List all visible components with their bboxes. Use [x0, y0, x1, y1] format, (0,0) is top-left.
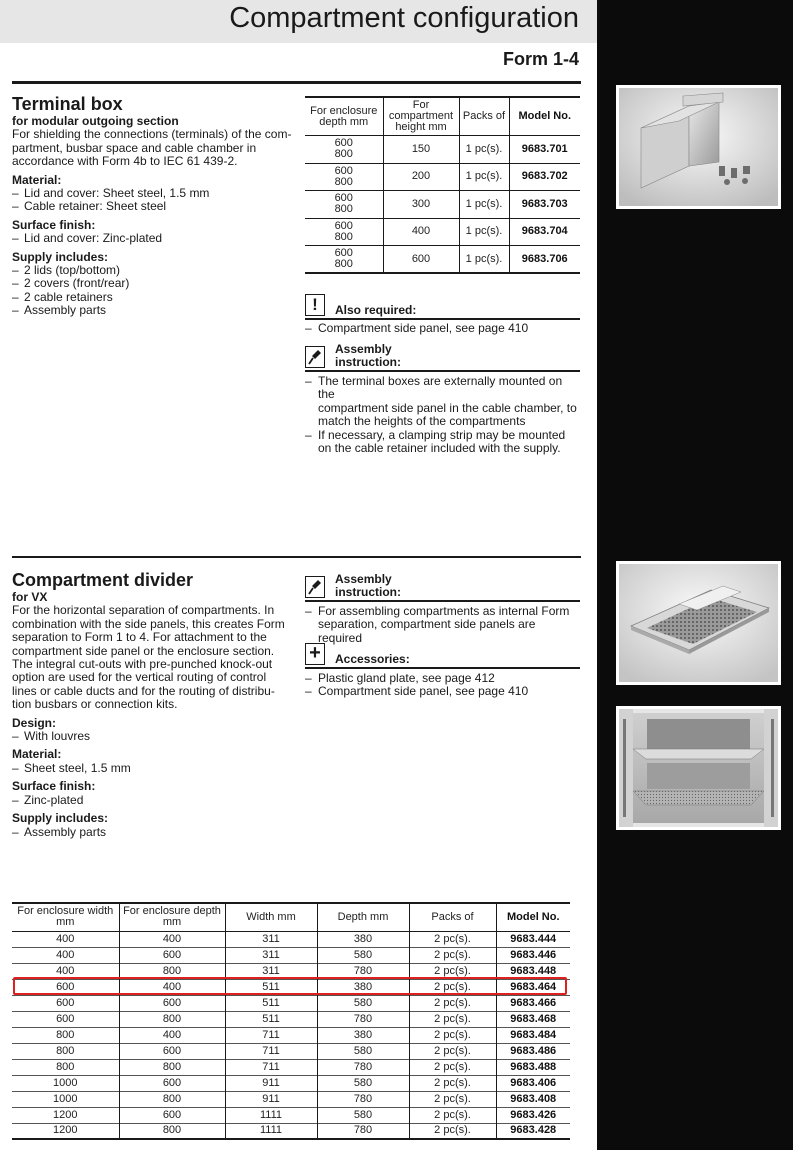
- terminal-box-table: [305, 96, 580, 274]
- list-item: – Zinc-plated: [12, 794, 297, 807]
- depth-cell: 580: [317, 1107, 409, 1123]
- enclosure-depth-cell: 600: [119, 1043, 225, 1059]
- table-row: [12, 979, 570, 995]
- enclosure-depth-cell: 800: [119, 1059, 225, 1075]
- list-item: – Assembly parts: [12, 304, 292, 317]
- divider-assembly-instruction-block: [305, 574, 580, 645]
- compartment-divider-description: [12, 591, 297, 839]
- packs-cell: 1 pc(s).: [459, 136, 509, 164]
- description-line: partment, busbar space and cable chamber in: [12, 140, 257, 155]
- description-line: For shielding the connections (terminals) of the com-: [12, 127, 292, 142]
- width-cell: 311: [225, 947, 317, 963]
- model-cell: 9683.704: [509, 218, 580, 246]
- table-row: [305, 136, 580, 164]
- header-bar: [0, 0, 597, 43]
- terminal-box-description: [12, 115, 292, 318]
- list-item: – The terminal boxes are externally mounted on the compartment side panel in the cable chamber, to match the heights of the compartments: [305, 375, 580, 429]
- model-cell: 9683.408: [496, 1091, 570, 1107]
- model-cell: 9683.701: [509, 136, 580, 164]
- enclosure-depth-cell: 600: [119, 995, 225, 1011]
- enclosure-depth-cell: 600: [119, 1075, 225, 1091]
- width-cell: 911: [225, 1075, 317, 1091]
- height-cell: 150: [383, 136, 459, 164]
- height-cell: 400: [383, 218, 459, 246]
- depth-cell: 580: [317, 1043, 409, 1059]
- packs-cell: 2 pc(s).: [409, 995, 496, 1011]
- model-cell: 9683.468: [496, 1011, 570, 1027]
- enclosure-width-cell: 800: [12, 1043, 119, 1059]
- model-cell: 9683.706: [509, 246, 580, 274]
- enclosure-depth-cell: 400: [119, 1027, 225, 1043]
- description-line: combination with the side panels, this creates Form: [12, 616, 285, 631]
- table-row: [12, 1075, 570, 1091]
- surface-finish-label: Surface finish:: [12, 779, 96, 794]
- list-item: – Cable retainer: Sheet steel: [12, 200, 292, 213]
- width-cell: 1111: [225, 1123, 317, 1139]
- width-cell: 711: [225, 1043, 317, 1059]
- list-item: – With louvres: [12, 730, 297, 743]
- assembly-label-line2: instruction:: [335, 355, 401, 369]
- description-line: separation to Form 1 to 4. For attachment to the: [12, 630, 267, 645]
- enclosure-depth-cell: 800: [119, 1091, 225, 1107]
- table-row: [12, 1011, 570, 1027]
- height-cell: 600: [383, 246, 459, 274]
- enclosure-width-cell: 1000: [12, 1091, 119, 1107]
- supply-includes-label: Supply includes:: [12, 249, 109, 264]
- model-cell: 9683.703: [509, 191, 580, 219]
- list-item: – Plastic gland plate, see page 412: [305, 671, 495, 685]
- supply-includes-label: Supply includes:: [12, 811, 109, 826]
- compartment-divider-table: [12, 902, 570, 1140]
- enclosure-width-cell: 600: [12, 979, 119, 995]
- model-cell: 9683.488: [496, 1059, 570, 1075]
- also-required-header: [305, 294, 580, 320]
- screwdriver-icon: [305, 346, 325, 368]
- assembly-item-line: For assembling compartments as internal Form: [318, 604, 570, 618]
- packs-cell: 2 pc(s).: [409, 979, 496, 995]
- depth-cell: 580: [317, 947, 409, 963]
- form-label: Form 1-4: [502, 49, 579, 69]
- compartment-divider-title: Compartment divider: [12, 570, 194, 590]
- depth-cell: 600 800: [305, 246, 383, 274]
- packs-cell: 2 pc(s).: [409, 963, 496, 979]
- table-row: [12, 963, 570, 979]
- packs-cell: 1 pc(s).: [459, 163, 509, 191]
- height-cell: 200: [383, 163, 459, 191]
- packs-cell: 1 pc(s).: [459, 246, 509, 274]
- packs-cell: 2 pc(s).: [409, 1123, 496, 1139]
- assembly-item-line: on the cable retainer included with the supply.: [318, 441, 561, 456]
- model-cell: 9683.486: [496, 1043, 570, 1059]
- col-header-depth: Depth mm: [317, 903, 409, 931]
- packs-cell: 2 pc(s).: [409, 1107, 496, 1123]
- packs-cell: 2 pc(s).: [409, 1059, 496, 1075]
- width-cell: 511: [225, 979, 317, 995]
- description-line: For the horizontal separation of compartments. In: [12, 603, 275, 618]
- model-cell: 9683.702: [509, 163, 580, 191]
- also-required-block: [305, 294, 580, 335]
- height-cell: 300: [383, 191, 459, 219]
- table-row: [12, 1091, 570, 1107]
- assembly-item-line: separation, compartment side panels are required: [318, 617, 536, 645]
- enclosure-width-cell: 1200: [12, 1123, 119, 1139]
- assembly-label-line1: Assembly: [335, 342, 392, 356]
- table-row: [12, 1043, 570, 1059]
- terminal-box-photo: [616, 85, 781, 209]
- description-line: The integral cut-outs with pre-punched knock-out: [12, 657, 273, 672]
- description-line: accordance with Form 4b to IEC 61 439-2.: [12, 154, 238, 169]
- description-line: lines or cable ducts and for the routing of distribu-: [12, 683, 275, 698]
- enclosure-width-cell: 400: [12, 947, 119, 963]
- width-cell: 311: [225, 931, 317, 947]
- assembly-instruction-header: [305, 344, 580, 372]
- table-row: [12, 1123, 570, 1139]
- depth-cell: 380: [317, 931, 409, 947]
- enclosure-width-cell: 800: [12, 1027, 119, 1043]
- model-cell: 9683.448: [496, 963, 570, 979]
- table-row: [12, 995, 570, 1011]
- depth-cell: 380: [317, 1027, 409, 1043]
- width-cell: 511: [225, 1011, 317, 1027]
- also-required-item: Compartment side panel, see page 410: [318, 321, 529, 335]
- depth-cell: 600 800: [305, 218, 383, 246]
- depth-cell: 780: [317, 963, 409, 979]
- enclosure-depth-cell: 800: [119, 1123, 225, 1139]
- width-cell: 711: [225, 1027, 317, 1043]
- table-row: [12, 947, 570, 963]
- assembly-item-line: compartment side panel in the cable chamber, to: [318, 400, 577, 415]
- width-cell: 711: [225, 1059, 317, 1075]
- packs-cell: 1 pc(s).: [459, 191, 509, 219]
- compartment-divider-photo: [616, 561, 781, 685]
- enclosure-width-cell: 1000: [12, 1075, 119, 1091]
- enclosure-width-cell: 400: [12, 963, 119, 979]
- packs-cell: 2 pc(s).: [409, 1075, 496, 1091]
- assembly-label-line1: Assembly: [335, 572, 392, 586]
- depth-cell: 380: [317, 979, 409, 995]
- depth-cell: 600 800: [305, 163, 383, 191]
- width-cell: 511: [225, 995, 317, 1011]
- table-row: [305, 191, 580, 219]
- depth-cell: 780: [317, 1091, 409, 1107]
- width-cell: 311: [225, 963, 317, 979]
- enclosure-width-cell: 600: [12, 1011, 119, 1027]
- section-divider: [12, 556, 581, 558]
- accessories-label: Accessories:: [335, 651, 410, 666]
- depth-cell: 580: [317, 995, 409, 1011]
- assembly-item-line: If necessary, a clamping strip may be mounted: [318, 427, 566, 442]
- list-item: – If necessary, a clamping strip may be mounted on the cable retainer included with the supply.: [305, 427, 566, 456]
- exclamation-icon: !: [305, 294, 325, 316]
- accessories-header: [305, 643, 580, 669]
- model-cell: 9683.484: [496, 1027, 570, 1043]
- width-cell: 1111: [225, 1107, 317, 1123]
- model-cell: 9683.406: [496, 1075, 570, 1091]
- depth-cell: 600 800: [305, 136, 383, 164]
- enclosure-depth-cell: 600: [119, 1107, 225, 1123]
- table-header-row: [12, 903, 570, 931]
- depth-cell: 780: [317, 1059, 409, 1075]
- table-header-row: [305, 97, 580, 136]
- list-item: – Assembly parts: [12, 826, 297, 839]
- compartment-divider-subtitle: for VX: [12, 590, 48, 604]
- accessory-item: Compartment side panel, see page 410: [318, 684, 529, 699]
- description-line: option are used for the vertical routing of control: [12, 670, 267, 685]
- list-item: – Lid and cover: Zinc-plated: [12, 232, 292, 245]
- model-cell: 9683.446: [496, 947, 570, 963]
- table-row: [305, 246, 580, 274]
- enclosure-depth-cell: 400: [119, 931, 225, 947]
- list-item: – Sheet steel, 1.5 mm: [12, 762, 297, 775]
- depth-cell: 600 800: [305, 191, 383, 219]
- col-header-depth: For enclosure depth mm: [305, 97, 383, 136]
- list-item: – 2 covers (front/rear): [12, 277, 292, 290]
- list-item: – 2 lids (top/bottom): [12, 264, 292, 277]
- assembly-item-line: The terminal boxes are externally mounted on the: [318, 374, 563, 402]
- width-cell: 911: [225, 1091, 317, 1107]
- divider-assembly-header: [305, 574, 580, 602]
- surface-finish-label: Surface finish:: [12, 217, 96, 232]
- packs-cell: 2 pc(s).: [409, 1011, 496, 1027]
- enclosure-width-cell: 800: [12, 1059, 119, 1075]
- packs-cell: 2 pc(s).: [409, 1091, 496, 1107]
- depth-cell: 780: [317, 1123, 409, 1139]
- description-line: compartment side panel or the enclosure section.: [12, 643, 275, 658]
- table-row: [12, 1107, 570, 1123]
- enclosure-depth-cell: 400: [119, 979, 225, 995]
- enclosure-width-cell: 600: [12, 995, 119, 1011]
- also-required-label: Also required:: [335, 302, 417, 317]
- packs-cell: 2 pc(s).: [409, 1043, 496, 1059]
- col-header-packs: Packs of: [409, 903, 496, 931]
- terminal-box-title: Terminal box: [12, 94, 123, 114]
- packs-cell: 2 pc(s).: [409, 931, 496, 947]
- assembly-item-line: match the heights of the compartments: [318, 414, 526, 429]
- col-header-enclosure-width: For enclosure width mm: [12, 903, 119, 931]
- depth-cell: 580: [317, 1075, 409, 1091]
- table-row: [12, 1027, 570, 1043]
- page-title: Compartment configuration: [229, 2, 579, 34]
- list-item: – Compartment side panel, see page 410: [305, 321, 529, 335]
- enclosure-width-cell: 400: [12, 931, 119, 947]
- enclosure-depth-cell: 800: [119, 963, 225, 979]
- packs-cell: 2 pc(s).: [409, 1027, 496, 1043]
- header-divider: [12, 81, 581, 84]
- depth-cell: 780: [317, 1011, 409, 1027]
- enclosure-width-cell: 1200: [12, 1107, 119, 1123]
- material-label: Material:: [12, 172, 62, 187]
- col-header-height: For compartment height mm: [383, 97, 459, 136]
- table-row: [12, 931, 570, 947]
- list-item: – For assembling compartments as internal Form separation, compartment side panels are required: [305, 605, 580, 645]
- assembly-instruction-block: [305, 344, 580, 455]
- enclosure-depth-cell: 600: [119, 947, 225, 963]
- assembly-label-line2: instruction:: [335, 585, 401, 599]
- col-header-model: Model No.: [509, 97, 580, 136]
- packs-cell: 1 pc(s).: [459, 218, 509, 246]
- model-cell: 9683.428: [496, 1123, 570, 1139]
- list-item: – Compartment side panel, see page 410: [305, 684, 529, 699]
- col-header-model: Model No.: [496, 903, 570, 931]
- list-item: – Lid and cover: Sheet steel, 1.5 mm: [12, 187, 292, 200]
- model-cell: 9683.466: [496, 995, 570, 1011]
- plus-icon: +: [305, 643, 325, 665]
- enclosure-depth-cell: 800: [119, 1011, 225, 1027]
- accessory-item: Plastic gland plate, see page 412: [318, 671, 495, 685]
- table-row: [305, 163, 580, 191]
- packs-cell: 2 pc(s).: [409, 947, 496, 963]
- model-cell: 9683.464: [496, 979, 570, 995]
- col-header-enclosure-depth: For enclosure depth mm: [119, 903, 225, 931]
- col-header-width: Width mm: [225, 903, 317, 931]
- description-line: tion busbars or connection kits.: [12, 697, 178, 712]
- list-item: – 2 cable retainers: [12, 291, 292, 304]
- model-cell: 9683.426: [496, 1107, 570, 1123]
- terminal-box-subtitle: for modular outgoing section: [12, 114, 179, 128]
- model-cell: 9683.444: [496, 931, 570, 947]
- accessories-block: [305, 643, 580, 699]
- material-label: Material:: [12, 747, 62, 762]
- table-row: [305, 218, 580, 246]
- design-label: Design:: [12, 715, 57, 730]
- installed-divider-photo: [616, 706, 781, 830]
- col-header-packs: Packs of: [459, 97, 509, 136]
- table-row: [12, 1059, 570, 1075]
- screwdriver-icon: [305, 576, 325, 598]
